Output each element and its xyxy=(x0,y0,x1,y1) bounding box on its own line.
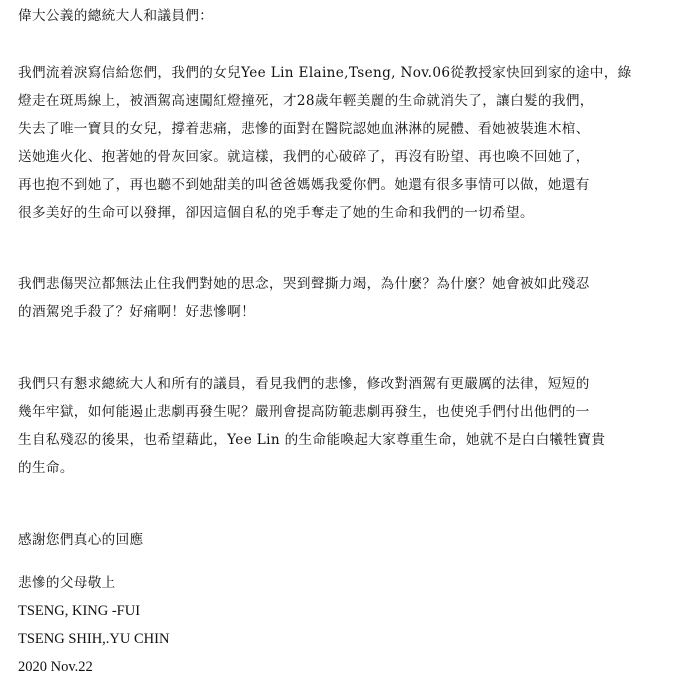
closing-line: 感謝您們真心的回應 xyxy=(18,532,144,548)
paragraph-line: 我們流着淚寫信給您們，我們的女兒Yee Lin Elaine,Tseng, Nov.06從教授家快回到家的途中，綠 xyxy=(18,65,632,81)
paragraph-line: 我們悲傷哭泣都無法止住我們對她的思念，哭到聲撕力竭，為什麼？為什麼？她會被如此殘忍 xyxy=(18,276,590,292)
paragraph-line: 幾年牢獄，如何能遏止悲劇再發生呢？嚴刑會提高防範悲劇再發生，也使兇手們付出他們的一 xyxy=(18,404,590,420)
paragraph-line: 的生命。 xyxy=(18,460,74,476)
paragraph-line: 燈走在斑馬線上，被酒駕高速闖紅燈撞死，才28歲年輕美麗的生命就消失了，讓白髮的我們， xyxy=(18,93,594,109)
paragraph-line: 的酒駕兇手殺了？好痛啊！好悲慘啊！ xyxy=(18,304,256,320)
paragraph-line: 失去了唯一寶貝的女兒，撐着悲痛，悲慘的面對在醫院認她血淋淋的屍體、看她被裝進木棺、 xyxy=(18,121,590,137)
signer-name-mother: TSENG SHIH,.YU CHIN xyxy=(18,631,170,647)
signoff-line: 悲慘的父母敬上 xyxy=(18,575,116,591)
letter-date: 2020 Nov.22 xyxy=(18,659,93,675)
paragraph-line: 送她進火化、抱著她的骨灰回家。就這樣，我們的心破碎了，再沒有盼望、再也喚不回她了， xyxy=(18,149,590,165)
paragraph-line: 再也抱不到她了，再也聽不到她甜美的叫爸爸媽媽我愛你們。她還有很多事情可以做，她還有 xyxy=(18,177,590,193)
paragraph-line: 很多美好的生命可以發揮，卻因這個自私的兇手奪走了她的生命和我們的一切希望。 xyxy=(18,205,534,221)
paragraph-line: 生自私殘忍的後果，也希望藉此，Yee Lin 的生命能喚起大家尊重生命，她就不是白白犧牲寶貴 xyxy=(18,432,606,448)
paragraph-line: 我們只有懇求總統大人和所有的議員，看見我們的悲慘，修改對酒駕有更嚴厲的法律，短短的 xyxy=(18,376,590,392)
signer-name-father: TSENG, KING -FUI xyxy=(18,603,141,619)
salutation: 偉大公義的總統大人和議員們： xyxy=(18,8,214,24)
